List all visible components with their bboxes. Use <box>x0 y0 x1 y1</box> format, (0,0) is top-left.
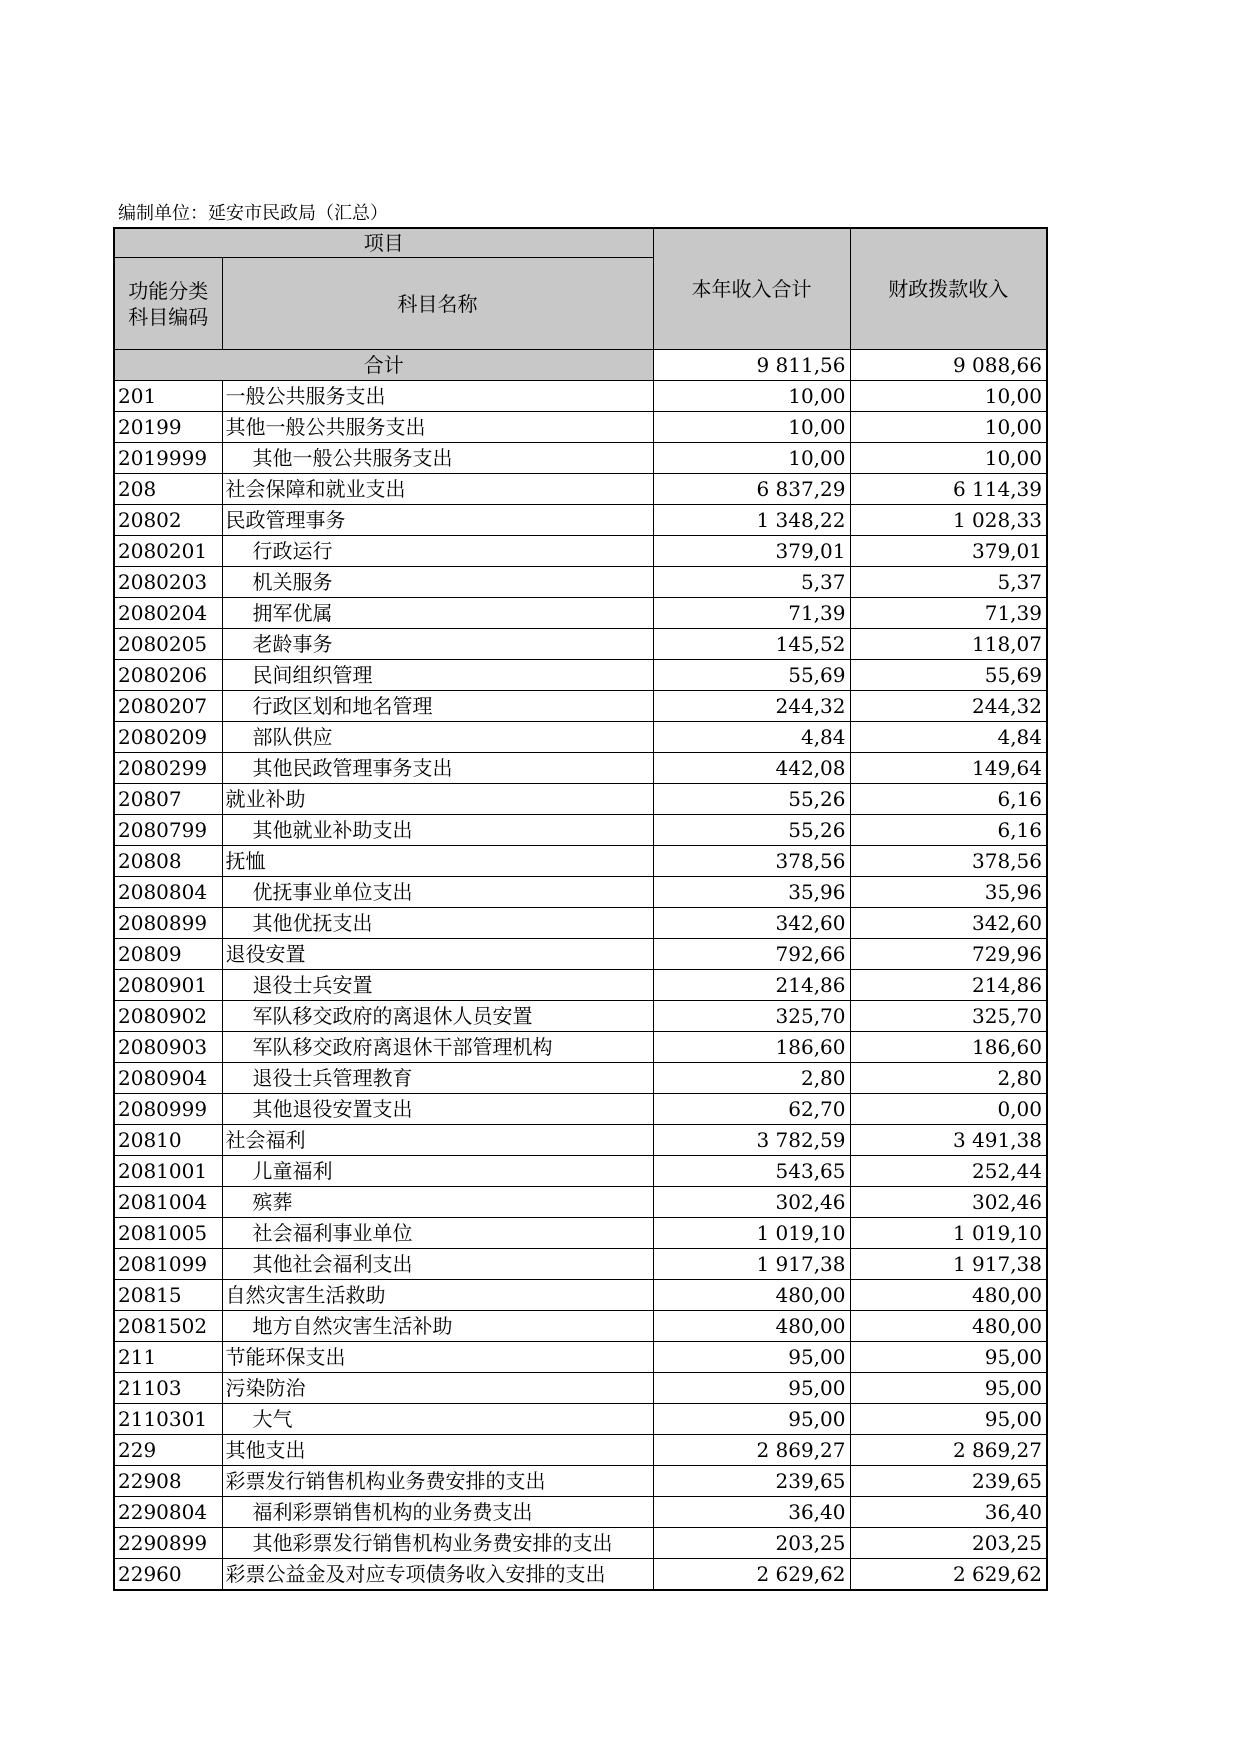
row-code: 2081001 <box>114 1156 222 1187</box>
row-appropriation: 36,40 <box>850 1497 1047 1528</box>
header-fiscal-appropriation: 财政拨款收入 <box>850 228 1047 350</box>
table-row <box>114 1187 1047 1218</box>
row-code: 2080804 <box>114 877 222 908</box>
row-name: 大气 <box>222 1404 653 1435</box>
row-appropriation: 342,60 <box>850 908 1047 939</box>
row-income: 95,00 <box>653 1404 850 1435</box>
table-row <box>114 753 1047 784</box>
row-name: 退役安置 <box>222 939 653 970</box>
row-income: 480,00 <box>653 1311 850 1342</box>
row-name: 行政区划和地名管理 <box>222 691 653 722</box>
table-row <box>114 1001 1047 1032</box>
row-code: 2080204 <box>114 598 222 629</box>
row-appropriation: 302,46 <box>850 1187 1047 1218</box>
table-row <box>114 598 1047 629</box>
row-name: 民间组织管理 <box>222 660 653 691</box>
row-code: 229 <box>114 1435 222 1466</box>
row-appropriation: 203,25 <box>850 1528 1047 1559</box>
row-name: 军队移交政府的离退休人员安置 <box>222 1001 653 1032</box>
row-name: 就业补助 <box>222 784 653 815</box>
row-name: 部队供应 <box>222 722 653 753</box>
row-name: 儿童福利 <box>222 1156 653 1187</box>
row-income: 5,37 <box>653 567 850 598</box>
row-name: 其他优抚支出 <box>222 908 653 939</box>
row-code: 2080209 <box>114 722 222 753</box>
table-row <box>114 536 1047 567</box>
row-income: 1 348,22 <box>653 505 850 536</box>
row-income: 186,60 <box>653 1032 850 1063</box>
row-appropriation: 325,70 <box>850 1001 1047 1032</box>
row-appropriation: 95,00 <box>850 1342 1047 1373</box>
row-code: 2081004 <box>114 1187 222 1218</box>
row-appropriation: 10,00 <box>850 412 1047 443</box>
row-income: 2,80 <box>653 1063 850 1094</box>
table-row <box>114 846 1047 877</box>
row-income: 10,00 <box>653 381 850 412</box>
row-name: 社会保障和就业支出 <box>222 474 653 505</box>
row-name: 民政管理事务 <box>222 505 653 536</box>
row-income: 95,00 <box>653 1373 850 1404</box>
row-name: 老龄事务 <box>222 629 653 660</box>
row-income: 3 782,59 <box>653 1125 850 1156</box>
row-appropriation: 3 491,38 <box>850 1125 1047 1156</box>
row-appropriation: 1 019,10 <box>850 1218 1047 1249</box>
row-code: 20807 <box>114 784 222 815</box>
table-row <box>114 1404 1047 1435</box>
row-income: 342,60 <box>653 908 850 939</box>
row-code: 20810 <box>114 1125 222 1156</box>
row-income: 239,65 <box>653 1466 850 1497</box>
row-code: 2290899 <box>114 1528 222 1559</box>
row-income: 145,52 <box>653 629 850 660</box>
compiling-unit-label: 编制单位：延安市民政局（汇总） <box>118 203 388 224</box>
row-appropriation: 186,60 <box>850 1032 1047 1063</box>
row-code: 20808 <box>114 846 222 877</box>
row-appropriation: 1 028,33 <box>850 505 1047 536</box>
row-income: 442,08 <box>653 753 850 784</box>
row-name: 其他就业补助支出 <box>222 815 653 846</box>
row-code: 20199 <box>114 412 222 443</box>
row-name: 退役士兵安置 <box>222 970 653 1001</box>
total-income-value: 9 811,56 <box>653 350 850 381</box>
row-appropriation: 729,96 <box>850 939 1047 970</box>
table-row <box>114 1249 1047 1280</box>
row-income: 1 019,10 <box>653 1218 850 1249</box>
row-appropriation: 0,00 <box>850 1094 1047 1125</box>
row-code: 2080899 <box>114 908 222 939</box>
row-code: 20815 <box>114 1280 222 1311</box>
row-appropriation: 5,37 <box>850 567 1047 598</box>
row-name: 军队移交政府离退休干部管理机构 <box>222 1032 653 1063</box>
table-row <box>114 1466 1047 1497</box>
row-appropriation: 55,69 <box>850 660 1047 691</box>
row-appropriation: 2 869,27 <box>850 1435 1047 1466</box>
table-row <box>114 970 1047 1001</box>
row-code: 21103 <box>114 1373 222 1404</box>
row-code: 2080901 <box>114 970 222 1001</box>
row-income: 2 629,62 <box>653 1559 850 1591</box>
row-name: 优抚事业单位支出 <box>222 877 653 908</box>
row-name: 退役士兵管理教育 <box>222 1063 653 1094</box>
row-appropriation: 6,16 <box>850 784 1047 815</box>
table-row <box>114 722 1047 753</box>
table-row <box>114 629 1047 660</box>
row-code: 2080203 <box>114 567 222 598</box>
row-code: 211 <box>114 1342 222 1373</box>
table-row <box>114 877 1047 908</box>
row-name: 行政运行 <box>222 536 653 567</box>
row-code: 2080902 <box>114 1001 222 1032</box>
row-name: 彩票公益金及对应专项债务收入安排的支出 <box>222 1559 653 1591</box>
table-row <box>114 1218 1047 1249</box>
row-code: 2080904 <box>114 1063 222 1094</box>
row-appropriation: 71,39 <box>850 598 1047 629</box>
row-appropriation: 214,86 <box>850 970 1047 1001</box>
row-appropriation: 239,65 <box>850 1466 1047 1497</box>
row-income: 55,26 <box>653 815 850 846</box>
row-income: 792,66 <box>653 939 850 970</box>
row-code: 2019999 <box>114 443 222 474</box>
row-name: 其他一般公共服务支出 <box>222 443 653 474</box>
row-code: 22908 <box>114 1466 222 1497</box>
row-income: 55,69 <box>653 660 850 691</box>
row-name: 一般公共服务支出 <box>222 381 653 412</box>
row-name: 其他彩票发行销售机构业务费安排的支出 <box>222 1528 653 1559</box>
table-row <box>114 1125 1047 1156</box>
row-income: 480,00 <box>653 1280 850 1311</box>
table-row <box>114 443 1047 474</box>
header-function-code: 功能分类 科目编码 <box>114 258 222 350</box>
table-row <box>114 381 1047 412</box>
row-income: 379,01 <box>653 536 850 567</box>
row-appropriation: 10,00 <box>850 443 1047 474</box>
row-appropriation: 95,00 <box>850 1404 1047 1435</box>
row-name: 自然灾害生活救助 <box>222 1280 653 1311</box>
row-income: 214,86 <box>653 970 850 1001</box>
table-row <box>114 1156 1047 1187</box>
table-row <box>114 1373 1047 1404</box>
row-income: 71,39 <box>653 598 850 629</box>
table-row <box>114 474 1047 505</box>
row-name: 地方自然灾害生活补助 <box>222 1311 653 1342</box>
row-name: 其他民政管理事务支出 <box>222 753 653 784</box>
row-income: 6 837,29 <box>653 474 850 505</box>
header-total-income: 本年收入合计 <box>653 228 850 350</box>
row-name: 彩票发行销售机构业务费安排的支出 <box>222 1466 653 1497</box>
row-name: 其他社会福利支出 <box>222 1249 653 1280</box>
row-appropriation: 379,01 <box>850 536 1047 567</box>
row-income: 62,70 <box>653 1094 850 1125</box>
row-appropriation: 6 114,39 <box>850 474 1047 505</box>
row-code: 208 <box>114 474 222 505</box>
row-code: 22960 <box>114 1559 222 1591</box>
row-name: 其他支出 <box>222 1435 653 1466</box>
table-row <box>114 505 1047 536</box>
row-income: 543,65 <box>653 1156 850 1187</box>
table-row <box>114 1528 1047 1559</box>
row-appropriation: 378,56 <box>850 846 1047 877</box>
table-row <box>114 815 1047 846</box>
table-row <box>114 1497 1047 1528</box>
row-income: 95,00 <box>653 1342 850 1373</box>
table-row <box>114 567 1047 598</box>
row-code: 2080903 <box>114 1032 222 1063</box>
row-income: 35,96 <box>653 877 850 908</box>
row-name: 节能环保支出 <box>222 1342 653 1373</box>
table-row <box>114 1559 1047 1591</box>
row-code: 2080205 <box>114 629 222 660</box>
row-code: 201 <box>114 381 222 412</box>
row-name: 殡葬 <box>222 1187 653 1218</box>
table-row <box>114 412 1047 443</box>
row-name: 福利彩票销售机构的业务费支出 <box>222 1497 653 1528</box>
row-income: 2 869,27 <box>653 1435 850 1466</box>
table-row <box>114 1342 1047 1373</box>
row-name: 污染防治 <box>222 1373 653 1404</box>
table-row <box>114 1311 1047 1342</box>
row-code: 2080207 <box>114 691 222 722</box>
row-income: 55,26 <box>653 784 850 815</box>
row-name: 其他退役安置支出 <box>222 1094 653 1125</box>
table-row <box>114 1435 1047 1466</box>
row-income: 4,84 <box>653 722 850 753</box>
table-row <box>114 908 1047 939</box>
row-income: 203,25 <box>653 1528 850 1559</box>
table-row <box>114 660 1047 691</box>
row-code: 2080999 <box>114 1094 222 1125</box>
row-income: 36,40 <box>653 1497 850 1528</box>
row-income: 1 917,38 <box>653 1249 850 1280</box>
row-code: 20802 <box>114 505 222 536</box>
row-income: 244,32 <box>653 691 850 722</box>
row-appropriation: 4,84 <box>850 722 1047 753</box>
row-appropriation: 95,00 <box>850 1373 1047 1404</box>
row-code: 2080201 <box>114 536 222 567</box>
table-row <box>114 1032 1047 1063</box>
row-name: 社会福利事业单位 <box>222 1218 653 1249</box>
table-row <box>114 784 1047 815</box>
header-subject-name: 科目名称 <box>222 258 653 350</box>
table-row <box>114 1063 1047 1094</box>
row-code: 2081099 <box>114 1249 222 1280</box>
row-income: 10,00 <box>653 412 850 443</box>
row-code: 2110301 <box>114 1404 222 1435</box>
header-project: 项目 <box>114 228 653 258</box>
row-name: 社会福利 <box>222 1125 653 1156</box>
row-name: 拥军优属 <box>222 598 653 629</box>
row-code: 20809 <box>114 939 222 970</box>
row-income: 325,70 <box>653 1001 850 1032</box>
row-code: 2081502 <box>114 1311 222 1342</box>
row-appropriation: 1 917,38 <box>850 1249 1047 1280</box>
table-row <box>114 939 1047 970</box>
total-label: 合计 <box>114 350 653 381</box>
row-appropriation: 6,16 <box>850 815 1047 846</box>
table-row <box>114 1094 1047 1125</box>
row-appropriation: 35,96 <box>850 877 1047 908</box>
row-name: 机关服务 <box>222 567 653 598</box>
row-code: 2081005 <box>114 1218 222 1249</box>
row-name: 抚恤 <box>222 846 653 877</box>
row-code: 2080206 <box>114 660 222 691</box>
table-row <box>114 691 1047 722</box>
row-appropriation: 244,32 <box>850 691 1047 722</box>
row-appropriation: 252,44 <box>850 1156 1047 1187</box>
table-row <box>114 1280 1047 1311</box>
row-appropriation: 10,00 <box>850 381 1047 412</box>
row-income: 378,56 <box>653 846 850 877</box>
row-appropriation: 2 629,62 <box>850 1559 1047 1591</box>
row-code: 2290804 <box>114 1497 222 1528</box>
row-appropriation: 149,64 <box>850 753 1047 784</box>
row-income: 10,00 <box>653 443 850 474</box>
row-appropriation: 118,07 <box>850 629 1047 660</box>
row-name: 其他一般公共服务支出 <box>222 412 653 443</box>
row-income: 302,46 <box>653 1187 850 1218</box>
row-code: 2080799 <box>114 815 222 846</box>
total-appropriation-value: 9 088,66 <box>850 350 1047 381</box>
row-appropriation: 480,00 <box>850 1311 1047 1342</box>
budget-table <box>113 227 1048 1591</box>
row-code: 2080299 <box>114 753 222 784</box>
row-appropriation: 480,00 <box>850 1280 1047 1311</box>
row-appropriation: 2,80 <box>850 1063 1047 1094</box>
